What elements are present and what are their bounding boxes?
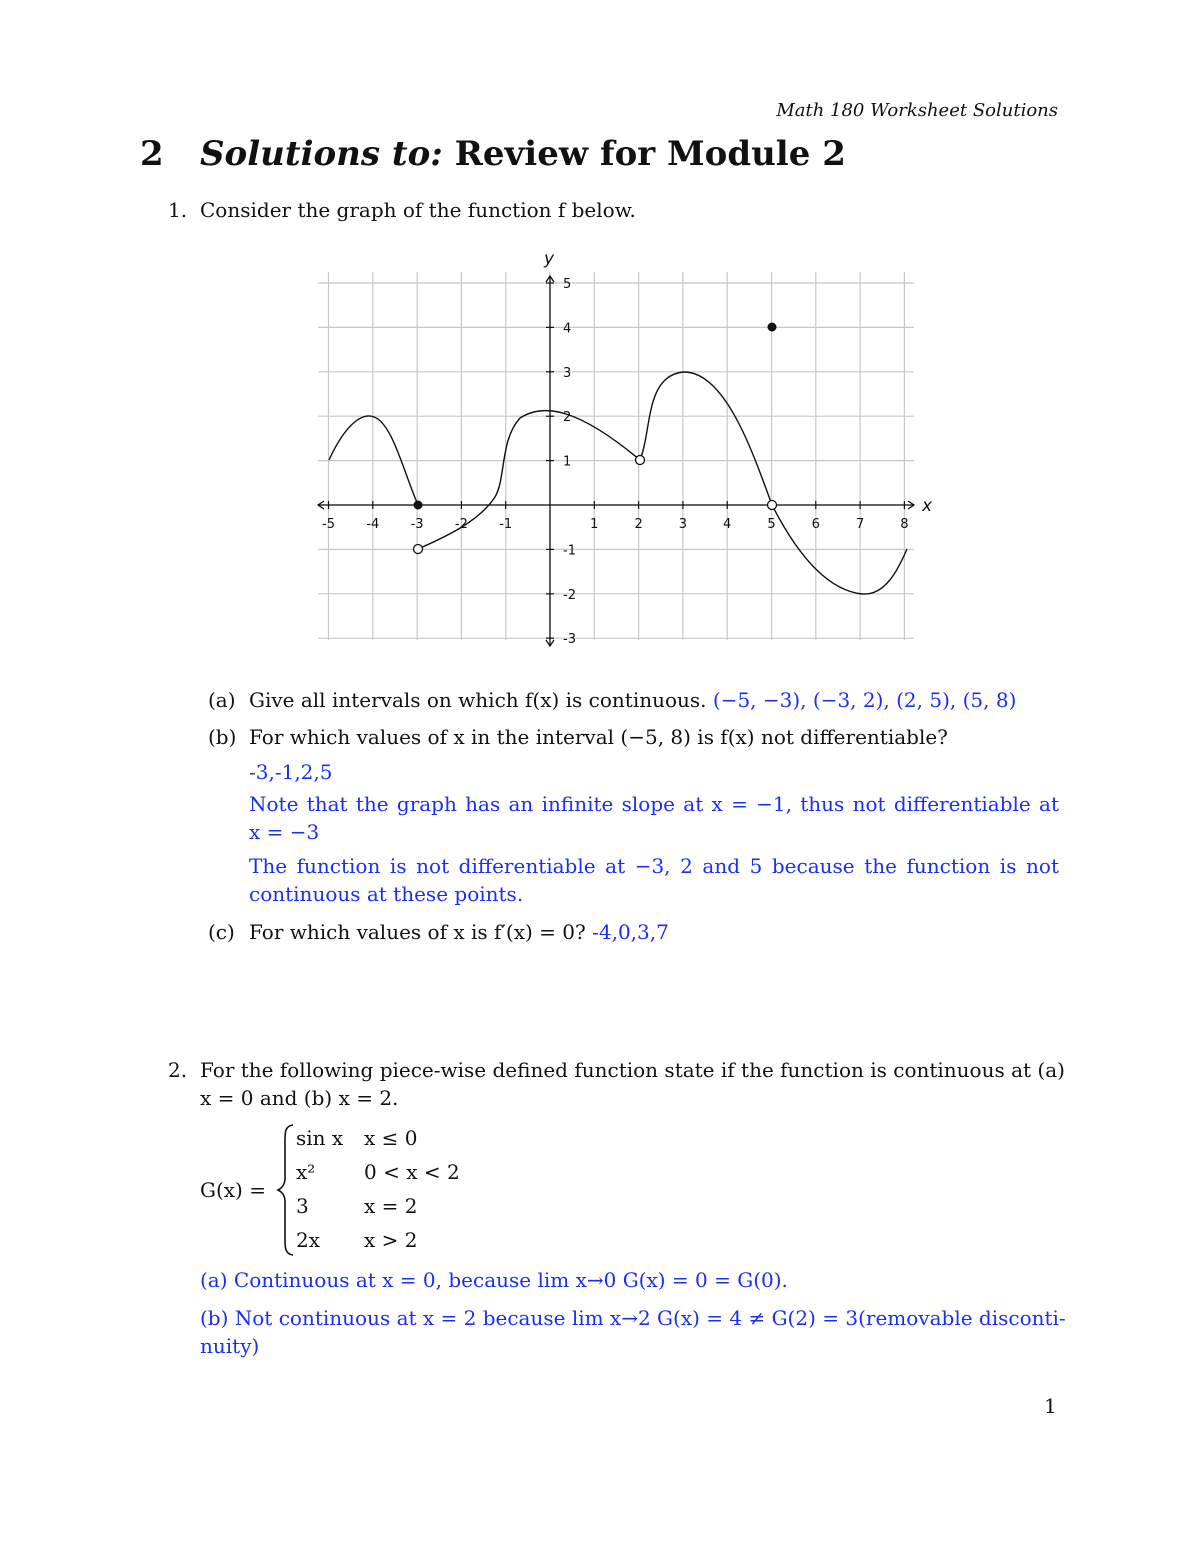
y-tick-label: 4 bbox=[563, 321, 572, 337]
question-prompt: Consider the graph of the function f below. bbox=[200, 198, 636, 222]
graph-grid bbox=[318, 272, 914, 640]
y-tick-label: -2 bbox=[563, 587, 576, 603]
part-c-question-text: For which values of x is f′(x) = 0? bbox=[249, 920, 586, 944]
x-tick-label: -4 bbox=[366, 517, 380, 532]
x-tick-label: 5 bbox=[767, 517, 776, 532]
part-c-answer: -4,0,3,7 bbox=[592, 920, 669, 944]
x-tick-label: -2 bbox=[454, 517, 468, 532]
part-a-label: (a) bbox=[208, 688, 236, 712]
y-tick-label: 3 bbox=[563, 365, 572, 381]
part-c-label: (c) bbox=[208, 920, 235, 944]
x-tick-label: 7 bbox=[855, 517, 865, 532]
x-tick-label: 8 bbox=[900, 517, 909, 532]
piece-row bbox=[296, 1155, 478, 1189]
piece-condition: x = 2 bbox=[364, 1194, 418, 1218]
part-a-question bbox=[249, 686, 1016, 714]
y-tick-label: 2 bbox=[563, 410, 572, 426]
piece-expression: 2x bbox=[296, 1228, 321, 1252]
filled-point bbox=[768, 323, 777, 332]
x-tick-label: 2 bbox=[634, 517, 643, 532]
answer-b-cont: nuity) bbox=[200, 1334, 260, 1358]
piece-row bbox=[296, 1189, 478, 1223]
piece-row bbox=[296, 1121, 478, 1155]
x-tick-label: 4 bbox=[723, 517, 732, 532]
section-title bbox=[200, 134, 846, 174]
piece-condition: x ≤ 0 bbox=[364, 1126, 418, 1150]
curve-segment-2 bbox=[418, 411, 643, 549]
part-b-note-2-cont: continuous at these points. bbox=[249, 882, 524, 906]
part-b-note-1-cont: x = −3 bbox=[249, 820, 320, 844]
piece-expression: x² bbox=[296, 1160, 316, 1184]
question-number: 2. bbox=[168, 1058, 188, 1082]
x-tick-label: 6 bbox=[811, 517, 820, 532]
piece-row bbox=[296, 1223, 478, 1257]
piecewise-table bbox=[296, 1121, 478, 1257]
part-b-note-2: The function is not differentiable at −3, 2 and 5 because the function is not bbox=[249, 854, 1059, 878]
section-title-rest: Review for Module 2 bbox=[442, 134, 846, 174]
section-title-emphasis: Solutions to: bbox=[200, 134, 443, 174]
x-tick-label: -5 bbox=[322, 517, 335, 532]
y-tick-label: 1 bbox=[563, 454, 572, 470]
y-tick-label: -1 bbox=[563, 543, 576, 559]
open-point bbox=[768, 501, 777, 510]
question-prompt-cont: x = 0 and (b) x = 2. bbox=[200, 1086, 399, 1110]
page-number: 1 bbox=[1044, 1394, 1057, 1418]
part-a-question-text: Give all intervals on which f(x) is continuous. bbox=[249, 688, 707, 712]
x-axis-label: x bbox=[922, 496, 933, 516]
piece-condition: x > 2 bbox=[364, 1228, 418, 1252]
y-tick-label: 5 bbox=[563, 277, 572, 292]
part-b-note-1: Note that the graph has an infinite slope at x = −1, thus not differentiable at bbox=[249, 792, 1059, 816]
function-graph bbox=[300, 245, 940, 655]
section-number: 2 bbox=[140, 134, 164, 174]
piece-expression: 3 bbox=[296, 1194, 309, 1218]
part-b-question: For which values of x in the interval (−5, 8) is f(x) not differentiable? bbox=[249, 725, 948, 749]
y-axis-label: y bbox=[544, 249, 555, 269]
curve-segment-3 bbox=[640, 372, 907, 594]
x-tick-label: -1 bbox=[499, 517, 513, 532]
x-tick-label: 1 bbox=[590, 517, 599, 532]
part-a-answer: (−5, −3), (−3, 2), (2, 5), (5, 8) bbox=[712, 688, 1017, 712]
part-c-question bbox=[249, 918, 669, 946]
question-number: 1. bbox=[168, 198, 188, 222]
running-header: Math 180 Worksheet Solutions bbox=[776, 100, 1058, 121]
piece-expression: sin x bbox=[296, 1126, 344, 1150]
open-point bbox=[636, 456, 645, 465]
filled-point bbox=[414, 501, 423, 510]
open-point bbox=[414, 545, 423, 554]
y-tick-label: -3 bbox=[563, 632, 576, 648]
answer-a: (a) Continuous at x = 0, because lim x→0 G(x) = 0 = G(0). bbox=[200, 1268, 788, 1292]
function-name: G(x) = bbox=[200, 1178, 266, 1202]
x-tick-label: 3 bbox=[678, 517, 688, 532]
question-prompt: For the following piece-wise defined function state if the function is continuous at (a) bbox=[200, 1058, 1065, 1082]
part-b-label: (b) bbox=[208, 725, 237, 749]
piece-condition: 0 < x < 2 bbox=[364, 1160, 460, 1184]
x-tick-label: -3 bbox=[410, 517, 424, 532]
function-curve bbox=[329, 372, 907, 594]
left-brace bbox=[276, 1122, 296, 1258]
part-b-answer: -3,-1,2,5 bbox=[249, 760, 333, 784]
answer-b: (b) Not continuous at x = 2 because lim x→2 G(x) = 4 ≠ G(2) = 3(removable disconti- bbox=[200, 1306, 1066, 1330]
